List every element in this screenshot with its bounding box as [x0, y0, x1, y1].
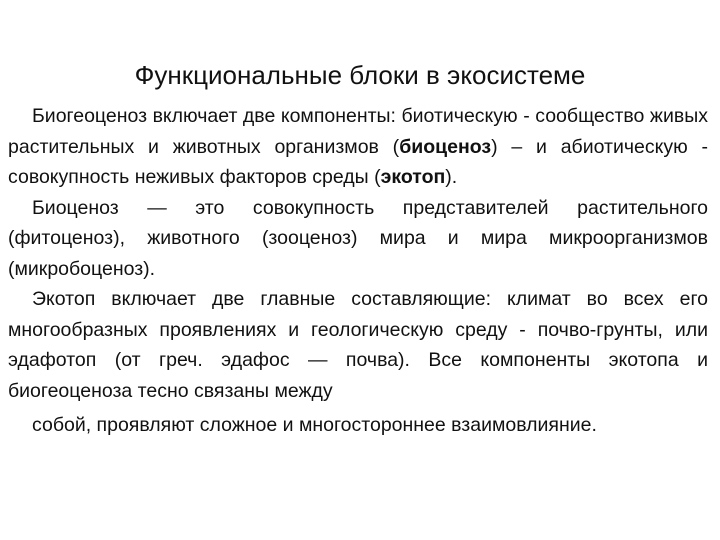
- paragraph-ecotope: [8, 284, 708, 441]
- body-text: [8, 101, 708, 441]
- term-biocenosis: биоценоз: [399, 135, 492, 158]
- p2-text: Биоценоз — это совокупность представителей растительного (фитоценоз), животного (зооценоз) мира и мира микроорганизмов (микробоценоз).: [8, 196, 708, 280]
- slide-title: Функциональные блоки в экосистеме: [134, 60, 586, 90]
- p3-last-line: собой, проявляют сложное и многостороннее взаимовлияние.: [32, 414, 597, 436]
- p1-text-2: ) – и абиотическую - совокупность неживых факторов среды (: [8, 135, 708, 188]
- p1-text-1: Биогеоценоз включает две компоненты: биотическую - сообщество живых растительных и животных организмов (: [8, 105, 708, 158]
- p1-text-3: ).: [445, 166, 458, 188]
- p3-text: Экотоп включает две главные составляющие: климат во всех его многообразных проявлениях и геологическую среду - почво-грунты, или эдафотоп (от греч. эдафос — почва). Все компоненты экотопа и биогеоценоза тесно связаны между: [8, 288, 708, 402]
- paragraph-biogeocenosis: [8, 101, 708, 193]
- paragraph-biocenosis: [8, 193, 708, 285]
- term-ecotope: экотоп: [380, 166, 446, 188]
